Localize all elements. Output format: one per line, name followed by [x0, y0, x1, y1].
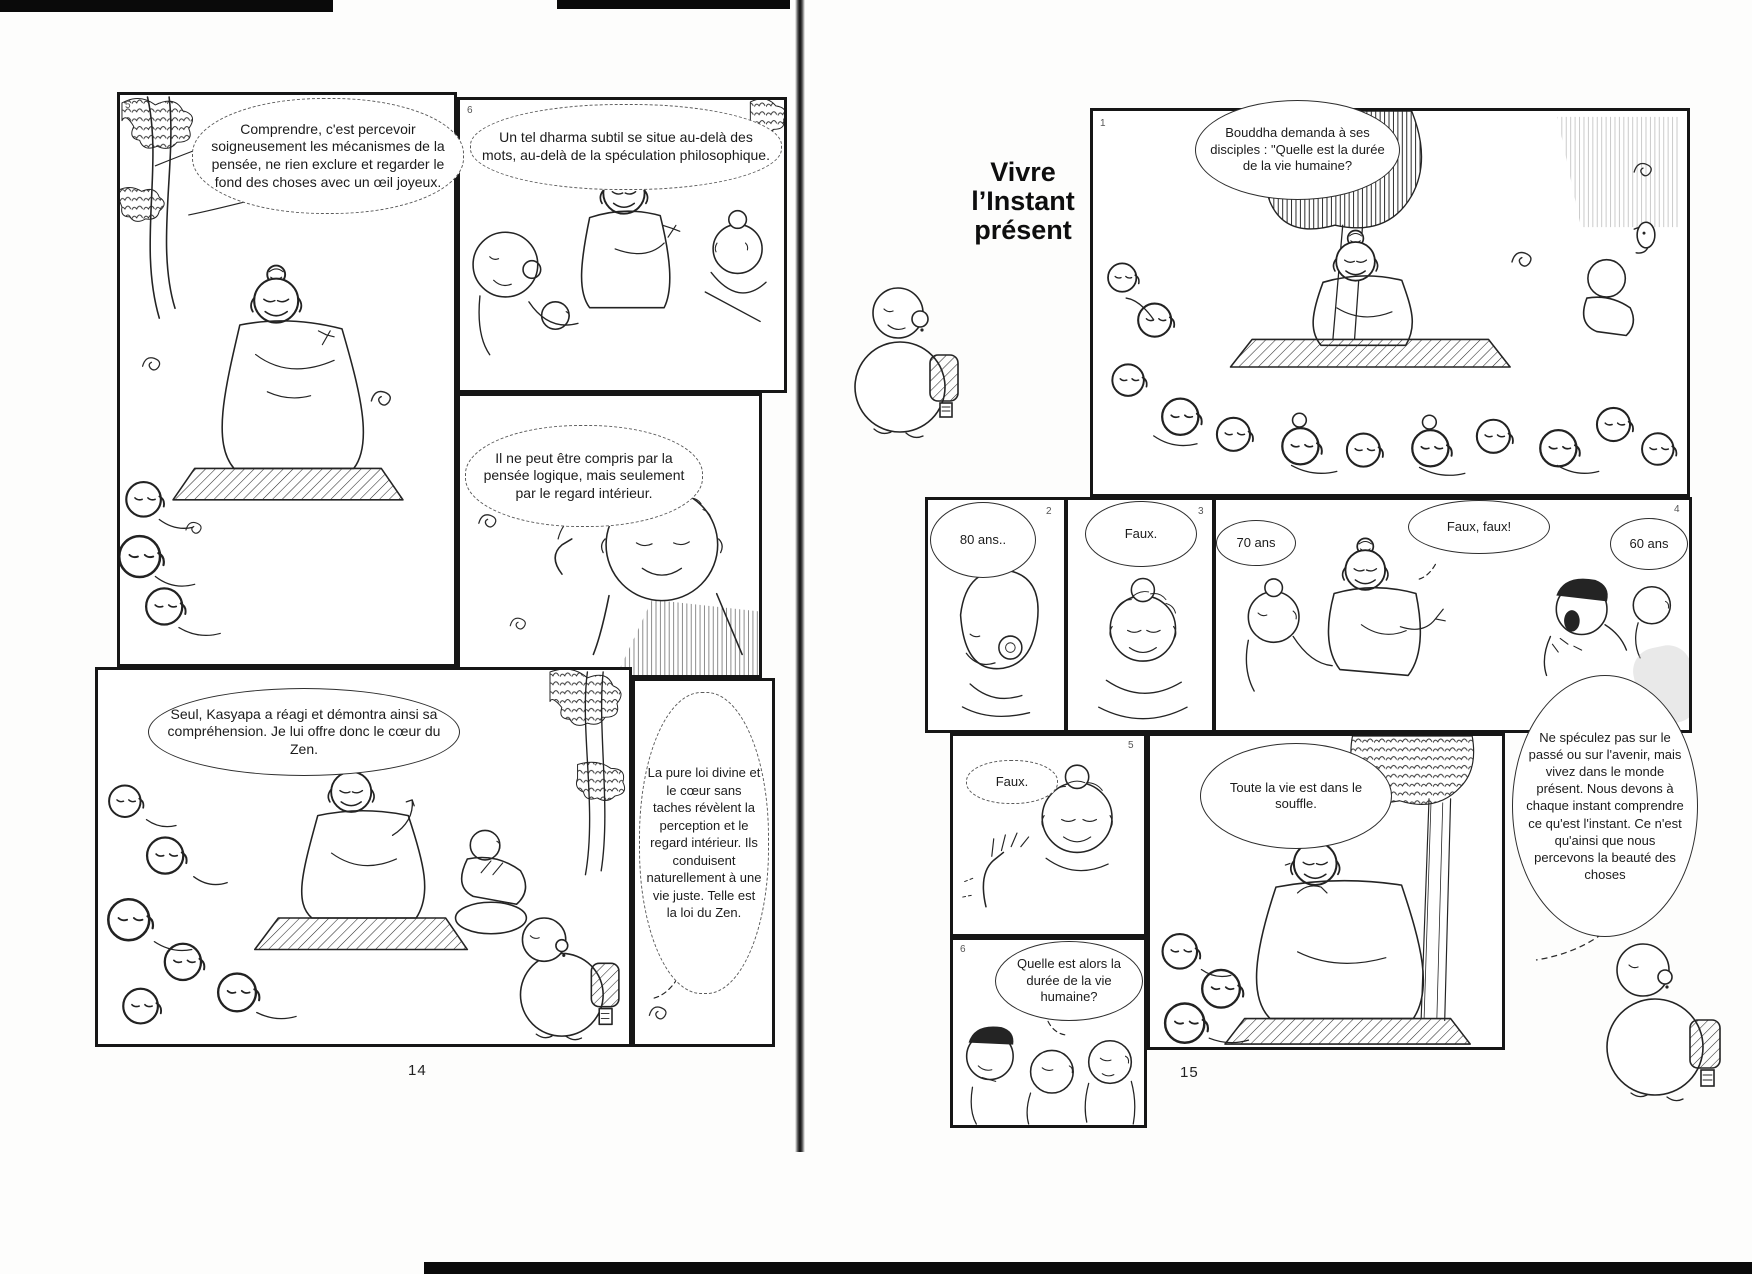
scan-artifact-bottom-bar: [424, 1262, 1752, 1274]
section-title-line-1: Vivre: [990, 157, 1056, 187]
section-title-line-2: l’Instant: [971, 186, 1075, 216]
speech-bubble-ne-speculez-pas: Ne spéculez pas sur le passé ou sur l'avenir, mais vivez dans le monde présent. Nous devons à chaque instant comprendre ce qu'est l'instant. Ce n'est qu'ainsi que nous percevons la beauté des choses: [1512, 675, 1698, 937]
panel-faux-2: [950, 733, 1147, 937]
panel-number: 3: [1198, 506, 1204, 517]
page-number-right: 15: [1180, 1064, 1199, 1081]
monk-figure-left-margin: [848, 275, 960, 447]
speech-bubble-dharma: Un tel dharma subtil se situe au-delà des mots, au-delà de la spéculation philosophique.: [470, 104, 782, 190]
speech-bubble-faux-2: Faux.: [966, 760, 1058, 804]
speech-bubble-60-ans: 60 ans: [1610, 518, 1688, 570]
panel-number: 5: [1128, 740, 1134, 751]
speech-bubble-comprendre: Comprendre, c'est percevoir soigneusement les mécanismes de la pensée, ne rien exclure et regarder le fond des choses avec un œil joyeux.: [192, 98, 464, 214]
scan-artifact-top-left-bar: [0, 0, 333, 12]
monk-figure-bottom-right: [1595, 925, 1725, 1130]
speech-bubble-kasyapa: Seul, Kasyapa a réagi et démontra ainsi sa compréhension. Je lui offre donc le cœur du Zen.: [148, 688, 460, 776]
speech-bubble-loi-du-zen: La pure loi divine et le cœur sans taches révèlent la perception et le regard intérieur. Ils conduisent naturellement à une vie juste. Telle est la loi du Zen.: [639, 692, 769, 994]
speech-bubble-bouddha-demanda: Bouddha demanda à ses disciples : "Quelle est la durée de la vie humaine?: [1195, 100, 1400, 200]
speech-bubble-faux-1: Faux.: [1085, 501, 1197, 567]
speech-bubble-70-ans: 70 ans: [1216, 520, 1296, 566]
speech-bubble-tail: [1524, 930, 1614, 988]
panel-number: 5: [125, 100, 131, 111]
book-spine: [795, 0, 805, 1152]
scan-artifact-top-center-bar: [557, 0, 790, 9]
section-title-line-3: présent: [974, 215, 1072, 245]
speech-bubble-regard-interieur: Il ne peut être compris par la pensée logique, mais seulement par le regard intérieur.: [465, 425, 703, 527]
section-title: [958, 158, 1088, 245]
speech-bubble-80-ans: 80 ans..: [930, 502, 1036, 578]
panel-number: 6: [467, 105, 473, 116]
speech-bubble-faux-faux: Faux, faux!: [1408, 500, 1550, 554]
panel-number: 2: [1046, 506, 1052, 517]
speech-bubble-souffle: Toute la vie est dans le souffle.: [1200, 743, 1392, 849]
panel-number: 6: [960, 944, 966, 955]
panel-number: 4: [1674, 504, 1680, 515]
panel-number: 1: [1100, 118, 1106, 129]
page-number-left: 14: [408, 1062, 427, 1079]
speech-bubble-quelle-duree: Quelle est alors la durée de la vie humaine?: [995, 941, 1143, 1021]
